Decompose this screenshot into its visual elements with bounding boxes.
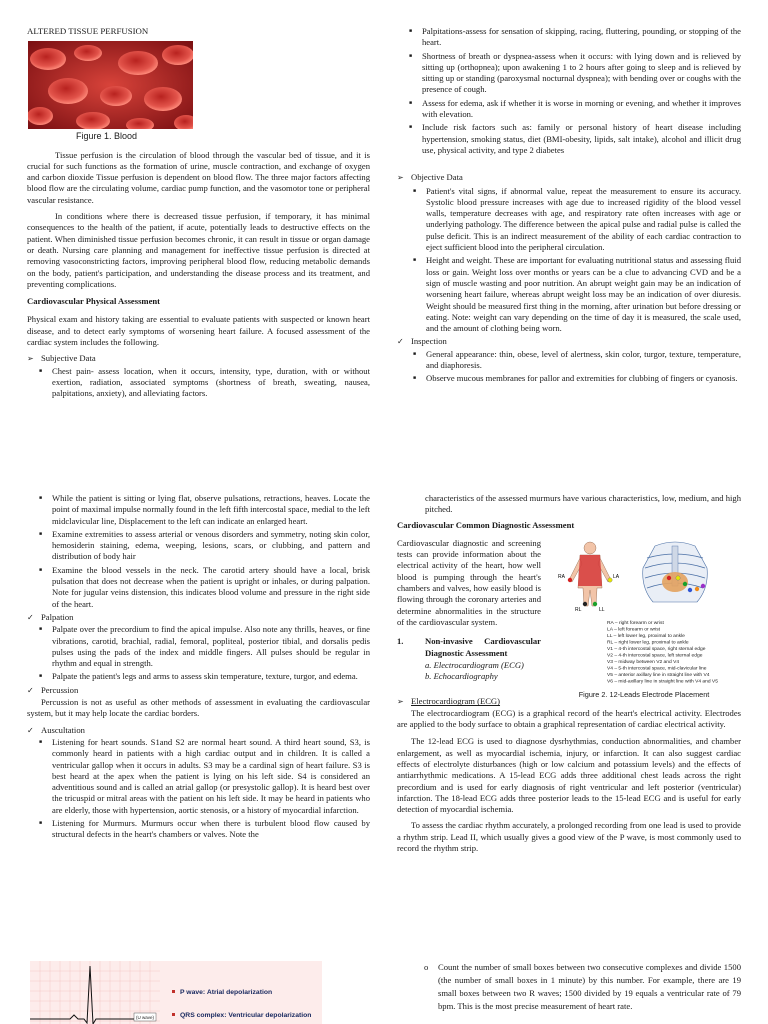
page2-right-column (397, 493, 741, 859)
sublist-item: a. Electrocardiogram (ECG) (425, 659, 524, 670)
section-heading: Cardiovascular Common Diagnostic Assessment (397, 519, 575, 530)
auscultation-heading: ✓ Auscultation (27, 724, 85, 735)
paragraph: Percussion is not as useful as other methods of assessment in evaluating the cardiovascular system, but it may help locate the cardiac borders. (27, 697, 370, 719)
check-icon: ✓ (27, 725, 34, 735)
paragraph: Tissue perfusion is the circulation of blood through the vascular bed of tissue, and it is crucial for such functions as the formation of urine, muscle contraction, and exchange of oxygen and carbon dioxide Tissue perfusion is dependent on blood flow. The three major factors affecting blood flow are the circulating volume, cardiac pump function, and the vasomotor tone or peripheral vascular resistance. (27, 149, 370, 205)
u-wave-label: (U wave) (136, 1015, 155, 1020)
legend-qrs-complex: QRS complex: Ventricular depolarization (180, 1012, 312, 1019)
section-heading: Cardiovascular Physical Assessment (27, 296, 161, 307)
check-icon: ✓ (397, 337, 404, 347)
subjective-data-heading: ➢ Subjective Data (27, 353, 96, 364)
legend-entry: V1 – 4-th intercostal space, right sternal edge (607, 646, 706, 652)
list-item: ■ While the patient is sitting or lying flat, observe pulsations, retractions, heaves. Locate the point of maximal impulse normally found in the left fifth intercostal space, medial to the left midclavicular line, Displacement to the left can indicate an enlarged heart. (38, 493, 370, 527)
list-item: ■ General appearance: thin, obese, level of alertness, skin color, turgor, texture, temperature, and diaphoresis. (412, 349, 741, 372)
legend-entry: V6 – mid-axillary line in straight line with V4 and V5 (607, 679, 718, 685)
page1-right-column (397, 26, 741, 387)
list-item: ■ Palpate over the precordium to find the apical impulse. Also note any thrills, heaves, or fine vibrations, carotid, brachial, radial, femoral, popliteal, posterior tibial, and dorsalis pedis pulses using the pads of the index and middle fingers. All pulses should be regular in rhythm and equal in strength. (38, 624, 370, 669)
subjective-list (38, 366, 370, 400)
list-item: ■ Include risk factors such as: family or personal history of heart disease including hypertension, smoking status, diet (BMI-obesity, lipids, salt intake), alcohol and illicit drug use, physical activity, and type 2 diabetes (408, 122, 741, 156)
inspection-heading: ✓ Inspection (397, 336, 447, 347)
list-item: ■ Height and weight. These are important for evaluating nutritional status and assessing fluid loss or gain. Weight loss over months or years can be a clue to advancing CVD and be a sign of muscle wasting and poor nutrition. An abrupt weight gain may be an indication of worsening heart failure, whereas abrupt weight loss may be an indication of over diuresis. Weight should be measured first thing in the morning, after urination but before dressing or eating. Note: weight can vary depending on the time of day it is measured, the scale used, and the amount of clothing being worn. (412, 255, 741, 334)
electrode-placement-diagram (547, 538, 741, 686)
list-item: o Count the number of small boxes between two consecutive complexes and divide 1500 (the number of small boxes in 1 minute) by this number. For example, there are 19 small boxes between two R waves; 1500 divided by 19 equals a ventricular rate of 79 bpm. This is the most precise measurement of heart rate. (424, 962, 741, 1011)
objective-data-heading: ➢ Objective Data (397, 172, 463, 183)
percussion-heading: ✓ Percussion (27, 684, 79, 695)
paragraph: Physical exam and history taking are essential to evaluate patients with suspected or known heart disease, and to detect early symptoms of worsening heart failure. A focused assessment of the cardiac system includes the following. (27, 314, 370, 348)
list-item: ■ Palpate the patient's legs and arms to assess skin temperature, texture, turgor, and edema. (38, 671, 370, 682)
legend-entry: RA – right forearm or wrist (607, 620, 664, 626)
list-item: ■ Listening for Murmurs. Murmurs occur when there is turbulent blood flow caused by structural defects in the heart's chambers or valves. Note the (38, 818, 370, 841)
paragraph: To assess the cardiac rhythm accurately, a prolonged recording from one lead is used to provide a rhythm strip. Lead II, which usually gives a good view of the P wave, is most commonly used to record the rhythm strip. (397, 820, 741, 854)
legend-entry: LA – left forearm or wrist (607, 627, 660, 633)
paragraph: In conditions where there is decreased tissue perfusion, if temporary, it has minimal consequences to the health of the patient, if acute, potentially leads to destructive effects on the patient. When diminished tissue perfusion becomes chronic, it can result in tissue or organ damage or death. Nursing care planning and management for ineffective tissue perfusion is directed at removing vasoconstricting factors, improving peripheral blood flow, reducing metabolic demands on the body, patient's participation, and understanding the disease process and its treatment, and preventing complications. (27, 211, 370, 289)
list-item: ■ Chest pain- assess location, when it occurs, intensity, type, duration, with or without exertion, radiation, associated symptoms (shortness of breath, sweating, nausea, palpitations, anxiety), and alleviating factors. (38, 366, 370, 400)
page3-right-column (424, 961, 741, 1013)
figure1-caption: Figure 1. Blood (76, 131, 138, 142)
paragraph: The 12-lead ECG is used to diagnose dysrhythmias, conduction abnormalities, and chamber enlargement, as well as myocardial ischemia, injury, or infarction. It can also suggest cardiac effects of electrolyte disturbances (high or low calcium and potassium levels) and the effects of antiarrhythmic medications. A 15-lead ECG adds three additional chest leads across the right precordium and is used for early diagnosis of right ventricular and left posterior (ventricular) infarction. The 18-lead ECG adds three posterior leads to the 15-lead ECG and is useful for early detection of myocardial ischemia. (397, 736, 741, 815)
figure-label-la: LA (613, 573, 620, 580)
blood-cells-image (28, 41, 193, 129)
ecg-waveform-figure (30, 961, 322, 1024)
circle-bullet-icon: o (424, 962, 429, 972)
noninvasive-heading: 1. Non-invasive Cardiovascular Diagnostic Assessment (397, 636, 541, 658)
list-item: ■ Palpitations-assess for sensation of skipping, racing, fluttering, pounding, or stopping of the heart. (408, 26, 741, 49)
inspection-list-continued (38, 493, 370, 610)
list-item: ■ Patient's vital signs, if abnormal value, repeat the measurement to ensure its accuracy. Systolic blood pressure increases with age due to increased rigidity of the blood vessel walls, temperature decreases with age, and respiratory rate often increases with age or underlying pathology. The difference between the apical pulse and radial pulse is called the pulse deficit. This is an indirect measurement of the ability of each cardiac contraction to eject sufficient blood into the peripheral circulation. (412, 186, 741, 254)
paragraph: The electrocardiogram (ECG) is a graphical record of the heart's electrical activity. Electrodes are applied to the body surface to obtain a graphical representation of cardiac electrical activity. (397, 707, 741, 730)
list-item: ■ Examine the blood vessels in the neck. The carotid artery should have a local, brisk pulsation that does not decrease when the patient is upright or inhales, or during palpation. Note for jugular veins distension, this indicates blood volume and pressure in the right side of the heart. (38, 565, 370, 610)
page1-left-column (27, 26, 370, 402)
list-item: ■ Examine extremities to assess arterial or venous disorders and symmetry, noting skin color, hemosiderin staining, edema, weeping, lesions, scars, or clubbing, and pattern and distribution of body hair (38, 529, 370, 563)
figure-label-ra: RA (558, 573, 565, 580)
legend-p-wave: P wave: Atrial depolarization (180, 989, 273, 996)
legend-entry: LL – left lower leg, proximal to ankle (607, 633, 685, 639)
document-title: ALTERED TISSUE PERFUSION (27, 26, 149, 36)
list-item: ■ Assess for edema, ask if whether it is worse in morning or evening, and whether it improves with elevation. (408, 98, 741, 121)
figure2-caption: Figure 2. 12-Leads Electrode Placement (578, 689, 710, 699)
auscultation-list (38, 737, 370, 841)
sublist-item: b. Echocardiography (425, 671, 498, 682)
objective-list (412, 186, 741, 335)
list-item: ■ Shortness of breath or dyspnea-assess when it occurs: with lying down and is relieved by sitting up (orthopnea); upon awakening 1 to 2 hours after going to sleep and is relieved by sitting up or standing (paroxysmal nocturnal dyspnea); with bending over or coughs with the presence of cough. (408, 51, 741, 96)
legend-entry: V5 – anterior axillary line in straight line with V4 (607, 672, 710, 678)
figure2 (547, 538, 741, 700)
subjective-list-continued (408, 26, 741, 156)
inspection-list (412, 349, 741, 385)
arrow-bullet-icon: ➢ (397, 697, 404, 707)
figure-label-rl: RL (575, 606, 582, 613)
legend-entry: V3 – midway between V2 and V4 (607, 659, 680, 665)
arrow-bullet-icon: ➢ (27, 354, 34, 364)
list-item: ■ Observe mucous membranes for pallor and extremities for clubbing of fingers or cyanosis. (412, 373, 741, 384)
legend-entry: V2 – 4-th intercostal space, left sternal edge (607, 653, 703, 659)
paragraph: characteristics of the assessed murmurs have various characteristics, low, medium, and high pitched. (425, 493, 741, 515)
arrow-bullet-icon: ➢ (397, 173, 404, 183)
legend-entry: V4 – 5-th intercostal space, mid-clavicular line (607, 666, 707, 672)
legend-entry: RL – right lower leg, proximal to ankle (607, 640, 689, 646)
ecg-heading: ➢ Electrocardiogram (ECG) (397, 696, 501, 707)
list-item: ■ Listening for heart sounds. S1and S2 are normal heart sound. A third heart sound, S3, is commonly heard in patients with a high cardiac output and in children. It is called a ventricular gallop when it occurs in adults. S3 may be a cardinal sign of heart failure. S3 is best heard at the apex when the patient is lying on his left side. S4 is considered an adventitious sound and is called an atrial gallop (or presystolic gallop). It is heard best over the tricuspid or mitral areas with the patient on his left side. It may be heard in patients who are elderly, those with hypertension, aortic stenosis, or a history of myocardial infarction. (38, 737, 370, 816)
palpation-heading: ✓ Palpation (27, 611, 74, 622)
page2-left-column (27, 493, 370, 843)
check-icon: ✓ (27, 685, 34, 695)
palpation-list (38, 624, 370, 682)
check-icon: ✓ (27, 612, 34, 622)
figure-label-ll: LL (599, 606, 605, 613)
paragraph: Cardiovascular diagnostic and screening tests can provide information about the electrical activity of the heart, how well blood is pumping through the heart's chambers and valves, how easily blood is flowing through the coronary arteries and determine abnormalities in the structure of the cardiovascular system. (397, 537, 541, 627)
